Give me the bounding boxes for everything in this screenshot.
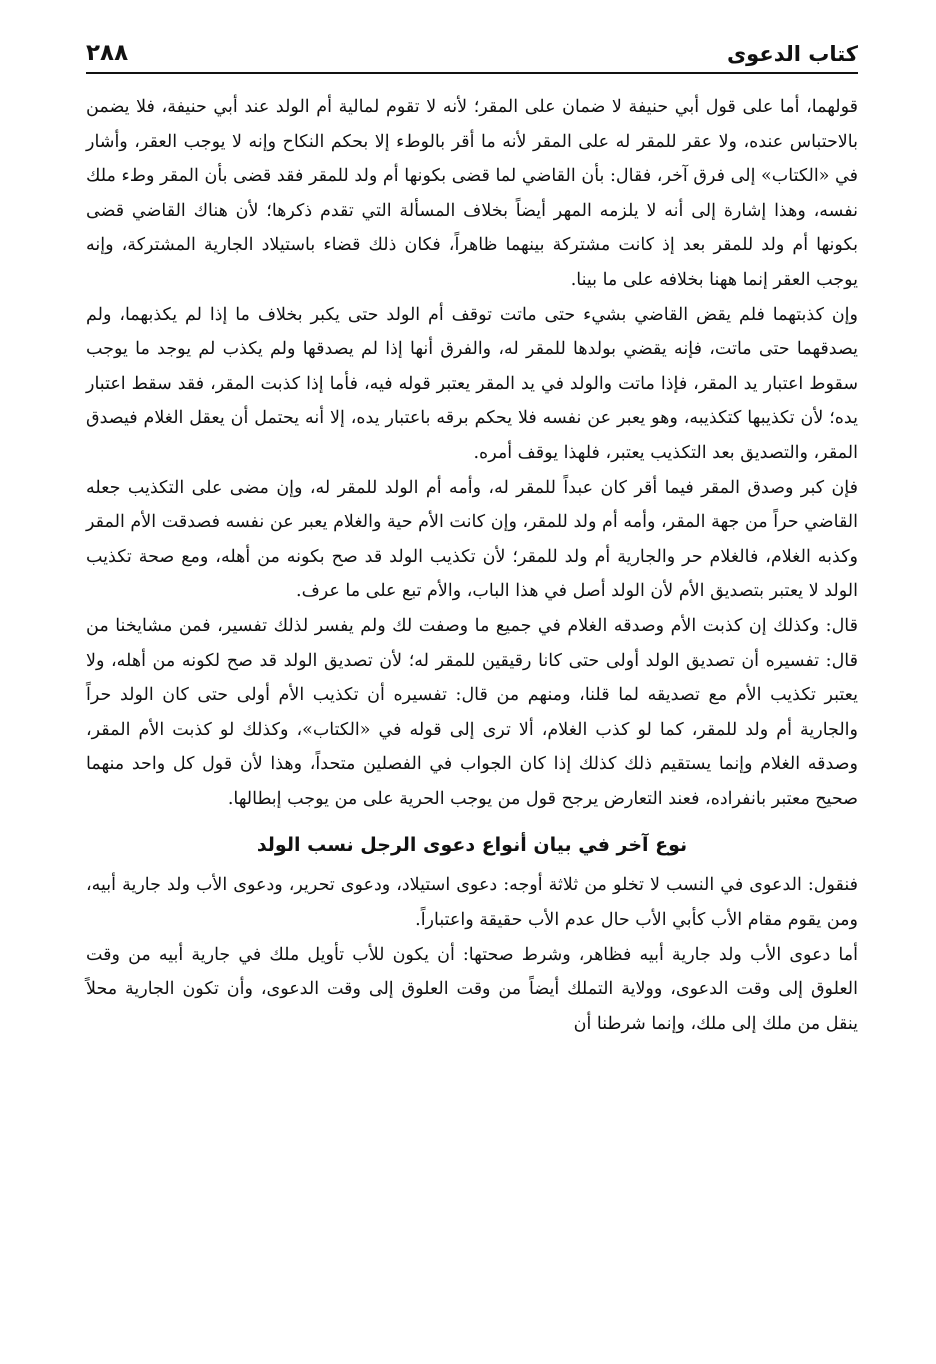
header-rule [86,72,858,74]
paragraph: فإن كبر وصدق المقر فيما أقر كان عبداً للمقر له، وأمه أم الولد للمقر له، وإن مضى على التكذيب جعله القاضي حراً من جهة المقر، وأمه أم ولد للمقر، وإن كانت الأم حية والغلام يعبر عن نفسه فصدقت الأم المقر وكذبه الغلام، فالغلام حر والجارية أم ولد للمقر؛ لأن تكذيب الولد قد صح بكونه من أهله، ومع صحة تكذيب الولد لا يعتبر بتصديق الأم لأن الولد أصل في هذا الباب، والأم تبع على ما عرف. [86,477,858,602]
book-title: كتاب الدعوى [726,42,858,66]
paragraph: أما دعوى الأب ولد جارية أبيه فظاهر، وشرط صحتها: أن يكون للأب تأويل ملك في جارية أبيه من وقت العلوق إلى وقت الدعوى، وولاية التملك أيضاً من وقت العلوق إلى وقت الدعوى، وأن تكون الجارية محلاً ينقل من ملك إلى ملك، وإنما شرطنا أن [86,944,858,1034]
running-header [86,0,858,76]
paragraph: فنقول: الدعوى في النسب لا تخلو من ثلاثة أوجه: دعوى استيلاد، ودعوى تحرير، ودعوى الأب ولد جارية أبيه، ومن يقوم مقام الأب كأبي الأب حال عدم الأب حقيقة واعتباراً. [86,875,858,931]
paragraph: وإن كذبتهما فلم يقض القاضي بشيء حتى ماتت توقف أم الولد حتى يكبر بخلاف ما إذا لم يكذبهما، ولم يصدقهما حتى ماتت، فإنه يقضي بولدها للمقر له، والفرق أنها إذا لم يصدقها ولم يكذب لم يوجد ما يوجب سقوط اعتبار يد المقر، فإذا ماتت والولد في يد المقر يعتبر قوله فيه، فأما إذا كذبت المقر، فقد سقط اعتبار يده؛ لأن تكذيبها كتكذيبه، وهو يعبر عن نفسه فلا يحكم برقه باعتبار يده، إلا أنه يحتمل أن يعقل الغلام فيصدق المقر، والتصديق بعد التكذيب يعتبر، فلهذا يوقف أمره. [86,304,858,463]
paragraph: قال: وكذلك إن كذبت الأم وصدقه الغلام في جميع ما وصفت لك ولم يفسر لذلك تفسير، فمن مشايخنا من قال: تفسيره أن تصديق الولد أولى حتى كانا رقيقين للمقر له؛ لأن تصديق الولد قد صح لكونه من أهله، ولا يعتبر تكذيب الأم مع تصديقه لما قلنا، ومنهم من قال: تفسيره أن تكذيب الأم أولى حتى كان الولد حراً والجارية أم ولد للمقر، كما لو كذب الغلام، ألا ترى إلى قوله في «الكتاب»، وكذلك لو كذبت الأم المقر، وصدقه الغلام وإنما يستقيم ذلك كذلك إذا كان الجواب في الفصلين متحداً، وهذا لأن قول كل واحد منهما صحيح معتبر بانفراده، فعند التعارض يرجح قول من يوجب الحرية على من يوجب إبطالها. [86,615,858,809]
body-text [86,90,858,1041]
page-number: ٢٨٨ [86,40,129,66]
section-heading: نوع آخر في بيان أنواع دعوى الرجل نسب الولد [256,834,688,857]
paragraph: قولهما، أما على قول أبي حنيفة لا ضمان على المقر؛ لأنه لا تقوم لمالية أم الولد عند أبي حنيفة، فلا يضمن بالاحتباس عنده، ولا عقر للمقر له على المقر لأنه ما أقر بالوطء إلا بحكم النكاح وإنه لا يوجب العقر، وأشار في «الكتاب» إلى فرق آخر، فقال: بأن القاضي لما قضى بكونها أم ولد للمقر فقد قضى بأن المقر وطء ملك نفسه، وهذا إشارة إلى أنه لا يلزمه المهر أيضاً بخلاف المسألة التي تقدم ذكرها؛ لأن هناك القاضي قضى بكونها أم ولد للمقر بعد إذ كانت مشتركة بينهما ظاهراً، فكان ذلك قضاء باستيلاد الجارية المشتركة، وإنه يوجب العقر إنما ههنا بخلافه على ما بينا. [86,97,858,290]
